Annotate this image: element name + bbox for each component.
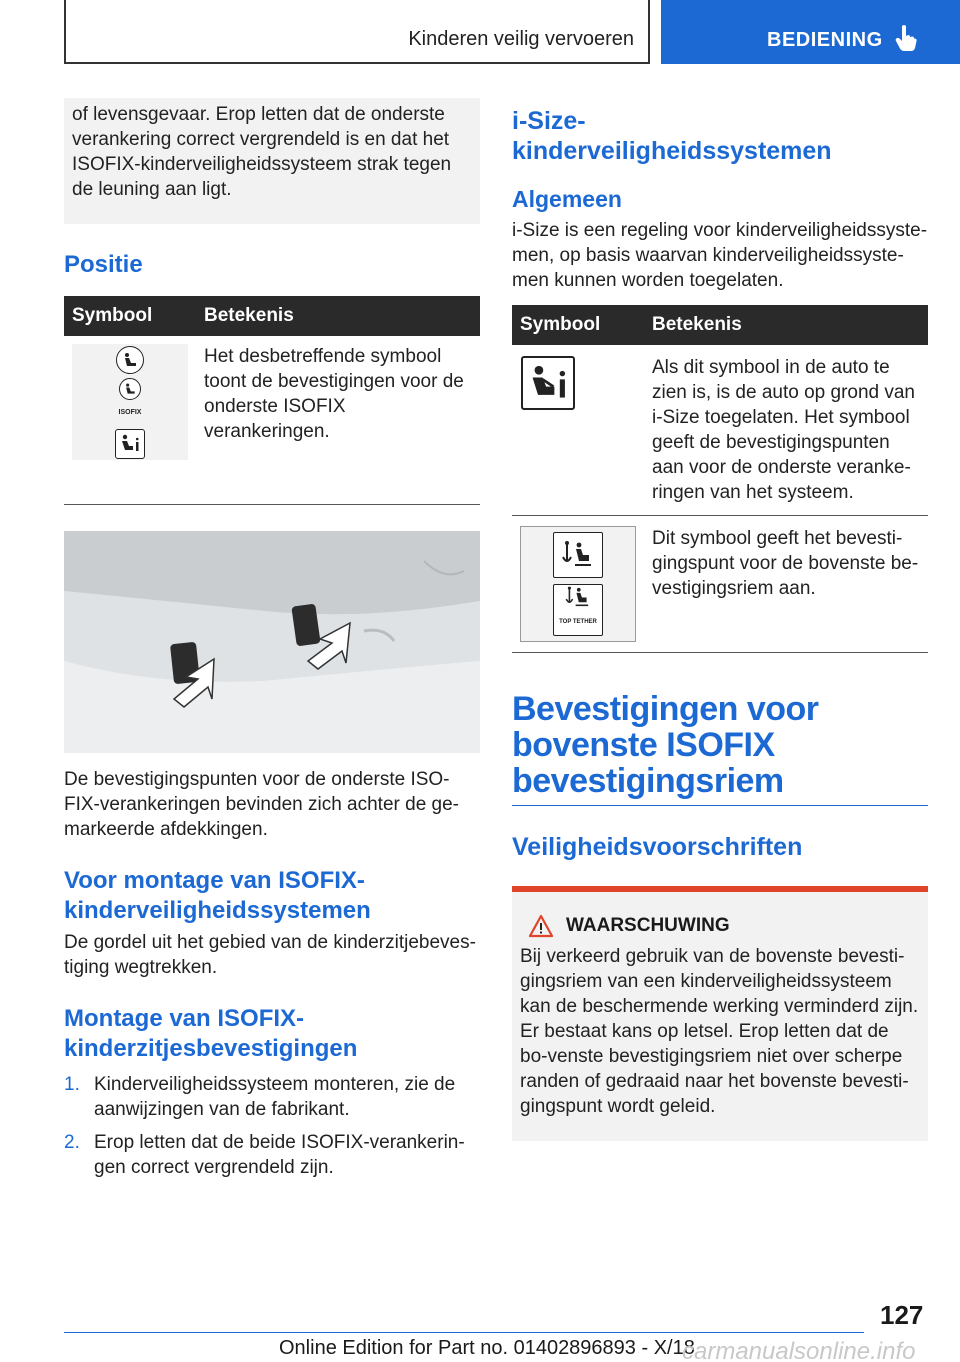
isofix-symbols-cell bbox=[72, 344, 188, 460]
montage-steps bbox=[64, 1072, 480, 1180]
watermark: carmanualsonline.info bbox=[682, 1338, 916, 1362]
isofix-seat-small-icon bbox=[119, 378, 141, 400]
warning-text: Bij verkeerd gebruik van de bovenste bevesti-gingsriem van een kinderveiligheidssysteem kan de beschermende werking verminderd zijn. Er bestaat kans op letsel. Erop letten dat de bo-venste bevestigingsriem niet over scherpe randen of gedraaid naar het bovenste bevesti-gingspunt wordt geleid. bbox=[520, 946, 919, 1117]
header-section-title: Kinderen veilig vervoeren bbox=[408, 28, 634, 50]
list-item: 2. Erop letten dat de beide ISOFIX-verankerin-gen correct vergrendeld zijn. bbox=[64, 1132, 465, 1178]
isize-symbol-table bbox=[512, 305, 928, 653]
right-column bbox=[512, 106, 928, 1141]
isize-symbol-icon bbox=[521, 356, 575, 410]
table-header-symbool: Symbool bbox=[64, 296, 196, 336]
isofix-label: ISOFIX bbox=[118, 408, 142, 416]
voor-montage-text: De gordel uit het gebied van de kinderzitjebeves-tiging wegtrekken. bbox=[64, 932, 476, 978]
rear-seat-illustration bbox=[64, 531, 480, 753]
voor-montage-heading: Voor montage van ISOFIX-kinderveiligheidssystemen bbox=[64, 867, 371, 924]
table-row bbox=[512, 345, 928, 516]
header-chapter-title: BEDIENING bbox=[767, 29, 883, 51]
table-header-betekenis: Betekenis bbox=[196, 296, 480, 336]
table-header-betekenis: Betekenis bbox=[644, 305, 928, 345]
footer-edition: Online Edition for Part no. 01402896893 - X/18 bbox=[279, 1337, 695, 1359]
isize-symbol-cell bbox=[520, 355, 576, 411]
top-tether-description: Dit symbool geeft het bevesti-gingspunt voor de bovenste be-vestigingsriem aan. bbox=[644, 516, 928, 653]
isofix-labeled-icon bbox=[119, 378, 142, 425]
montage-heading: Montage van ISOFIX-kinderzitjesbevestigingen bbox=[64, 1005, 358, 1062]
top-tether-icon bbox=[553, 584, 603, 636]
table-header-symbool: Symbool bbox=[512, 305, 644, 345]
isize-heading: i-Size-kinderveiligheidssystemen bbox=[512, 107, 832, 165]
table-row bbox=[512, 516, 928, 653]
rear-seat-photo bbox=[64, 531, 480, 753]
isofix-symbol-table bbox=[64, 296, 480, 505]
warning-box bbox=[512, 886, 928, 1141]
anchor-seat-icon bbox=[553, 532, 603, 578]
intro-note bbox=[64, 98, 480, 224]
bevestigingen-heading: Bevestigingen voor bovenste ISOFIX bevestigingsriem bbox=[512, 691, 928, 806]
page-number: 127 bbox=[880, 1300, 924, 1330]
isofix-symbol-description: Het desbetreffende symbool toont de bevestigingen voor de onderste ISOFIX verankeringen. bbox=[196, 336, 480, 505]
warning-triangle-icon bbox=[528, 914, 554, 938]
veiligheid-heading: Veiligheidsvoorschriften bbox=[512, 833, 803, 861]
list-item: 1. Kinderveiligheidssysteem monteren, zie de aanwijzingen van de fabrikant. bbox=[64, 1074, 456, 1120]
left-column bbox=[64, 98, 480, 1188]
isize-symbol-small-icon bbox=[115, 429, 145, 459]
table-row bbox=[64, 336, 480, 505]
header-section-box bbox=[64, 0, 650, 64]
top-tether-label: TOP TETHER bbox=[559, 619, 597, 625]
warning-title: WAARSCHUWING bbox=[520, 914, 920, 938]
hand-pointer-icon bbox=[895, 24, 917, 52]
algemeen-heading: Algemeen bbox=[512, 186, 622, 212]
isofix-seat-round-icon bbox=[116, 346, 144, 374]
top-tether-symbols-cell bbox=[520, 526, 636, 642]
algemeen-text: i-Size is een regeling voor kinderveiligheidssyste-men, op basis waarvan kinderveiligheidssyste-men kunnen worden toegelaten. bbox=[512, 220, 928, 291]
header-chapter-tab bbox=[661, 0, 960, 64]
footer-divider bbox=[64, 1332, 864, 1333]
positie-heading: Positie bbox=[64, 251, 143, 278]
isize-symbol-description: Als dit symbool in de auto te zien is, is de auto op grond van i-Size toegelaten. Het symbool geeft de bevestigingspunten aan voor de onderste veranke-ringen van het systeem. bbox=[644, 345, 928, 516]
photo-caption: De bevestigingspunten voor de onderste ISO-FIX-verankeringen bevinden zich achter de ge-markeerde afdekkingen. bbox=[64, 769, 460, 840]
intro-text: of levensgevaar. Erop letten dat de onderste verankering correct vergrendeld is en dat het ISOFIX-kinderveiligheidssysteem strak tegen de leuning aan ligt. bbox=[72, 104, 452, 200]
